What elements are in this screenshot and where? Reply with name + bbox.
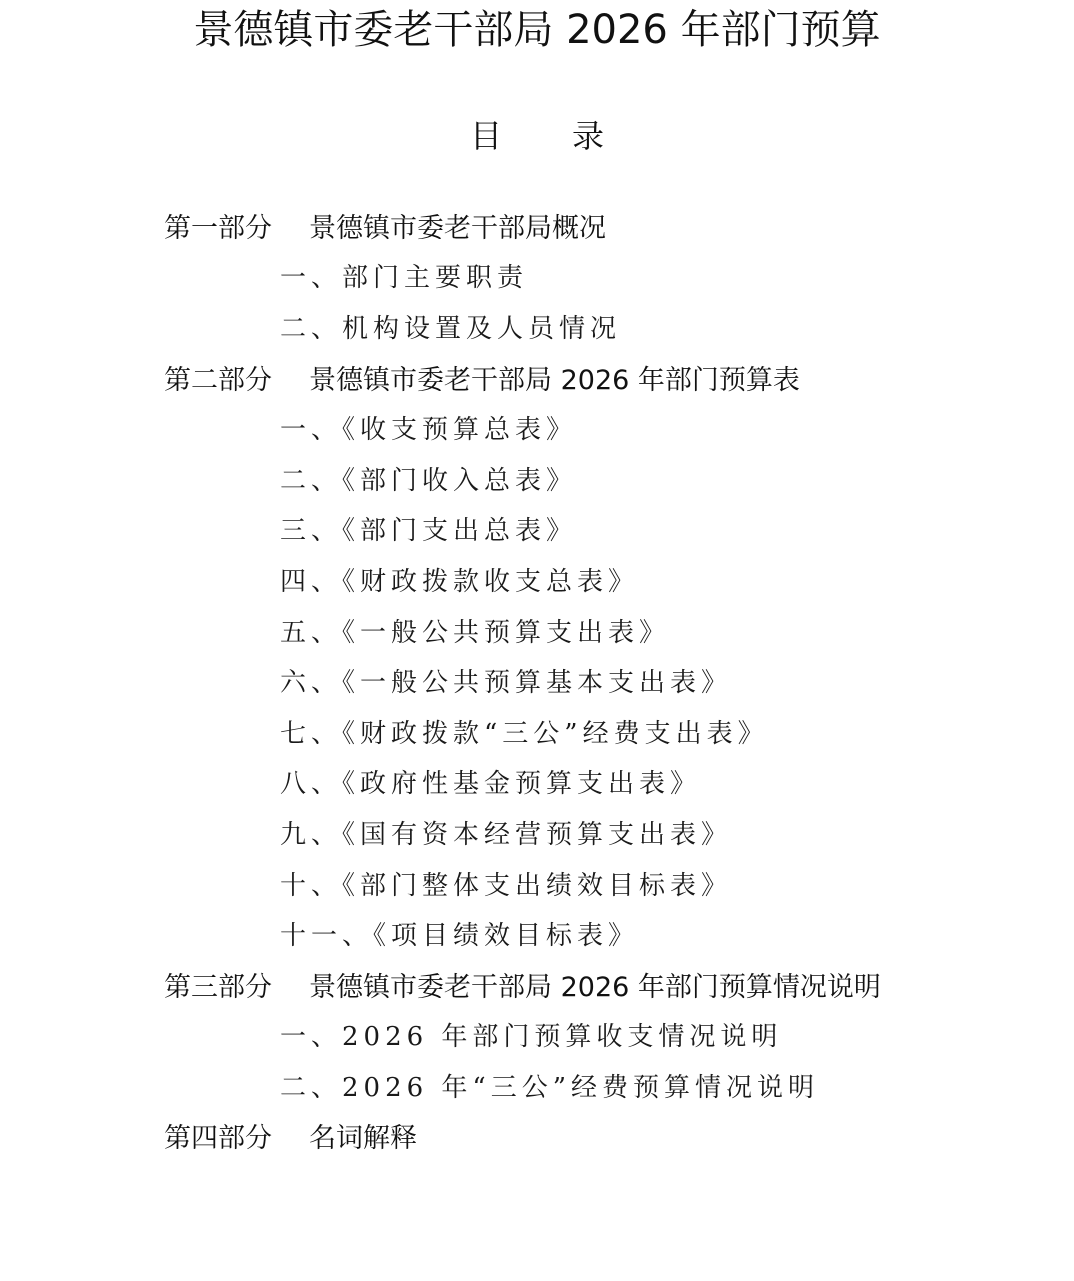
- toc-item[interactable]: 六、《一般公共预算基本支出表》: [280, 668, 733, 699]
- toc-part-2[interactable]: [164, 352, 1044, 403]
- toc-item[interactable]: 一、2026 年部门预算收支情况说明: [280, 1022, 783, 1053]
- toc-item[interactable]: 八、《政府性基金预算支出表》: [280, 769, 702, 800]
- part-title: 景德镇市委老干部局 2026 年部门预算情况说明: [309, 971, 881, 1003]
- toc-item[interactable]: 一、部门主要职责: [280, 263, 529, 294]
- toc-item[interactable]: 九、《国有资本经营预算支出表》: [280, 819, 733, 850]
- document-title: 景德镇市委老干部局 2026 年部门预算: [193, 7, 881, 53]
- toc-item[interactable]: 十、《部门整体支出绩效目标表》: [280, 870, 733, 901]
- toc-heading: [0, 114, 1074, 158]
- part-label: 第四部分: [164, 1123, 272, 1155]
- part-title: 景德镇市委老干部局 2026 年部门预算表: [309, 364, 800, 396]
- part-title: 景德镇市委老干部局概况: [309, 212, 606, 244]
- toc-item[interactable]: 二、机构设置及人员情况: [280, 313, 622, 344]
- part-label: 第一部分: [164, 212, 272, 244]
- toc-item[interactable]: 三、《部门支出总表》: [280, 516, 578, 547]
- toc-heading-char-1: 目: [469, 117, 502, 155]
- toc-heading-char-2: 录: [572, 117, 605, 155]
- toc-item[interactable]: 五、《一般公共预算支出表》: [280, 617, 671, 648]
- part-label: 第三部分: [164, 971, 272, 1003]
- part-title: 名词解释: [309, 1123, 417, 1155]
- part-label: 第二部分: [164, 364, 272, 396]
- toc-item[interactable]: 二、2026 年“三公”经费预算情况说明: [280, 1072, 820, 1103]
- toc-item[interactable]: 七、《财政拨款“三公”经费支出表》: [280, 718, 769, 749]
- toc-part-4[interactable]: [164, 1111, 1044, 1162]
- toc-part-3[interactable]: [164, 959, 1044, 1010]
- table-of-contents: [164, 200, 1044, 1161]
- toc-item[interactable]: 一、《收支预算总表》: [280, 415, 578, 446]
- toc-part-1[interactable]: [164, 200, 1044, 251]
- toc-item[interactable]: 四、《财政拨款收支总表》: [280, 566, 640, 597]
- toc-item[interactable]: 十一、《项目绩效目标表》: [280, 921, 640, 952]
- toc-item[interactable]: 二、《部门收入总表》: [280, 465, 578, 496]
